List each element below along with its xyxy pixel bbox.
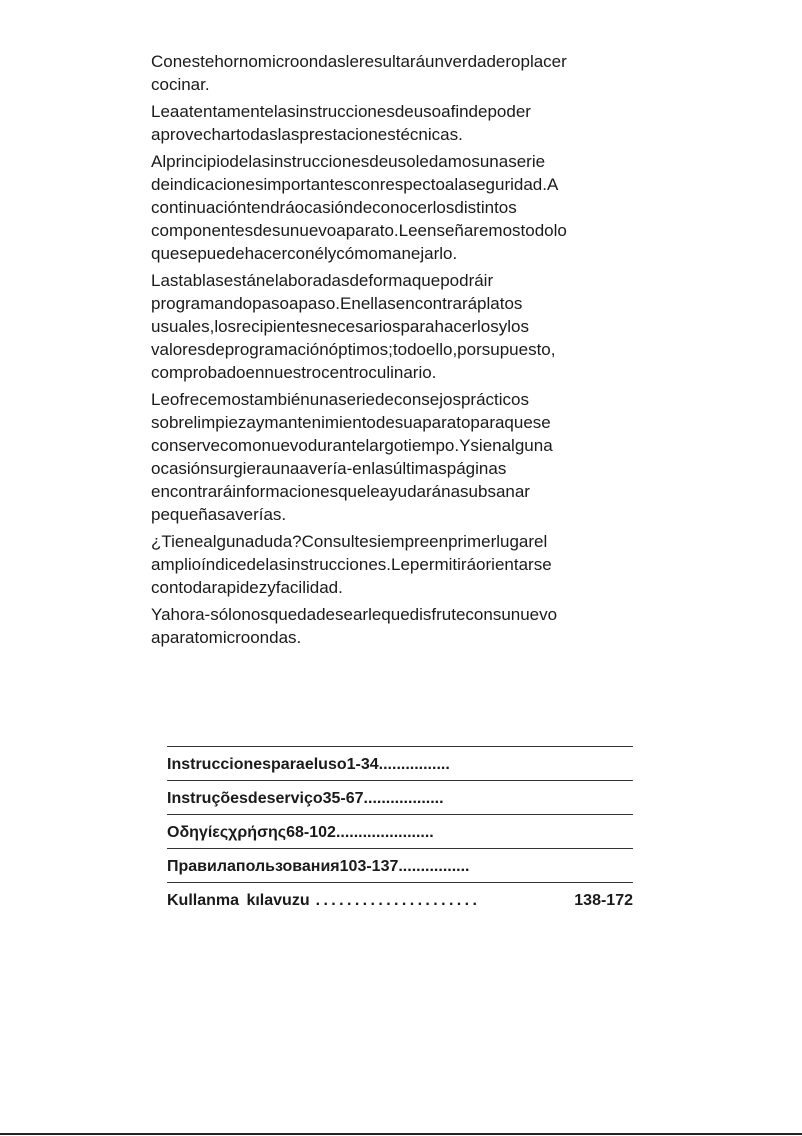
intro-paragraph-7: Yahora-sólonosquedadesearlequedisfruteconsunuevo aparatomicroondas. <box>151 605 558 647</box>
intro-paragraph-6: ¿Tienealgunaduda?Consultesiempreenprimerlugarel amplioíndicedelasinstrucciones.Lepermitiráorientarse contodarapidezyfacilidad. <box>151 532 552 597</box>
toc-entry-label: Правилапользования <box>167 857 340 875</box>
toc-entry-pages: 35-67 <box>322 789 364 807</box>
intro-text <box>151 50 621 653</box>
toc-entry-pages: 138-172 <box>574 891 633 909</box>
toc-entry-leader: ..................... <box>315 891 481 909</box>
toc-entry-label: Instruçõesdeserviço <box>167 789 323 807</box>
toc-entry-label: Kullanma kılavuzu <box>167 891 310 909</box>
toc-entry-leader: .................. <box>363 789 444 807</box>
toc-entry-pages: 68-102 <box>286 823 336 841</box>
toc-entry-label: Οδηγίεςχρήσης <box>167 823 287 841</box>
toc-entry-russian[interactable] <box>167 848 633 882</box>
toc-entry-pages: 103-137 <box>339 857 399 875</box>
page-bottom-rule <box>0 1133 802 1135</box>
intro-paragraph-3: Alprincipiodelasinstruccionesdeusoledamosunaserie deindicacionesimportantesconrespectoalaseguridad.A continuacióntendráocasióndeconocerlosdistintos componentesdesunuevoaparato.Leenseñaremostodolo quesepuedehacerconélycómomanejarlo. <box>151 152 567 263</box>
toc-entry-leader: ...................... <box>335 823 434 841</box>
toc-entry-pages: 1-34 <box>346 755 379 773</box>
intro-paragraph-4: Lastablasestánelaboradasdeformaquepodráir programandopasoapaso.Enellasencontraráplatos usuales,losrecipientesnecesariosparahacerlosylos valoresdeprogramaciónóptimos;todoello,porsupuesto, comprobadoennuestrocentroculinario. <box>151 271 556 382</box>
toc-entry-portuguese[interactable] <box>167 780 633 814</box>
toc-entry-leader: ................ <box>398 857 470 875</box>
toc-entry-label: Instruccionesparaeluso <box>167 755 347 773</box>
toc-entry-spanish[interactable] <box>167 746 633 780</box>
toc-entry-turkish[interactable] <box>167 882 633 916</box>
intro-paragraph-5: Leofrecemostambiénunaseriedeconsejosprácticos sobrelimpiezaymantenimientodesuaparatoparaquese conservecomonuevodurantelargotiempo.Ysienalguna ocasiónsurgieraunaavería-enlasúltimaspáginas encontraráinformacionesqueleayudaránasubsanar pequeñasaverías. <box>151 390 553 524</box>
intro-paragraph-1: Conestehornomicroondasleresultaráunverdaderoplacer cocinar. <box>151 52 567 94</box>
toc-entry-leader: ................ <box>378 755 450 773</box>
language-index <box>167 746 633 916</box>
intro-paragraph-2: Leaatentamentelasinstruccionesdeusoafindepoder aprovechartodaslasprestacionestécnicas. <box>151 102 531 144</box>
toc-entry-greek[interactable] <box>167 814 633 848</box>
